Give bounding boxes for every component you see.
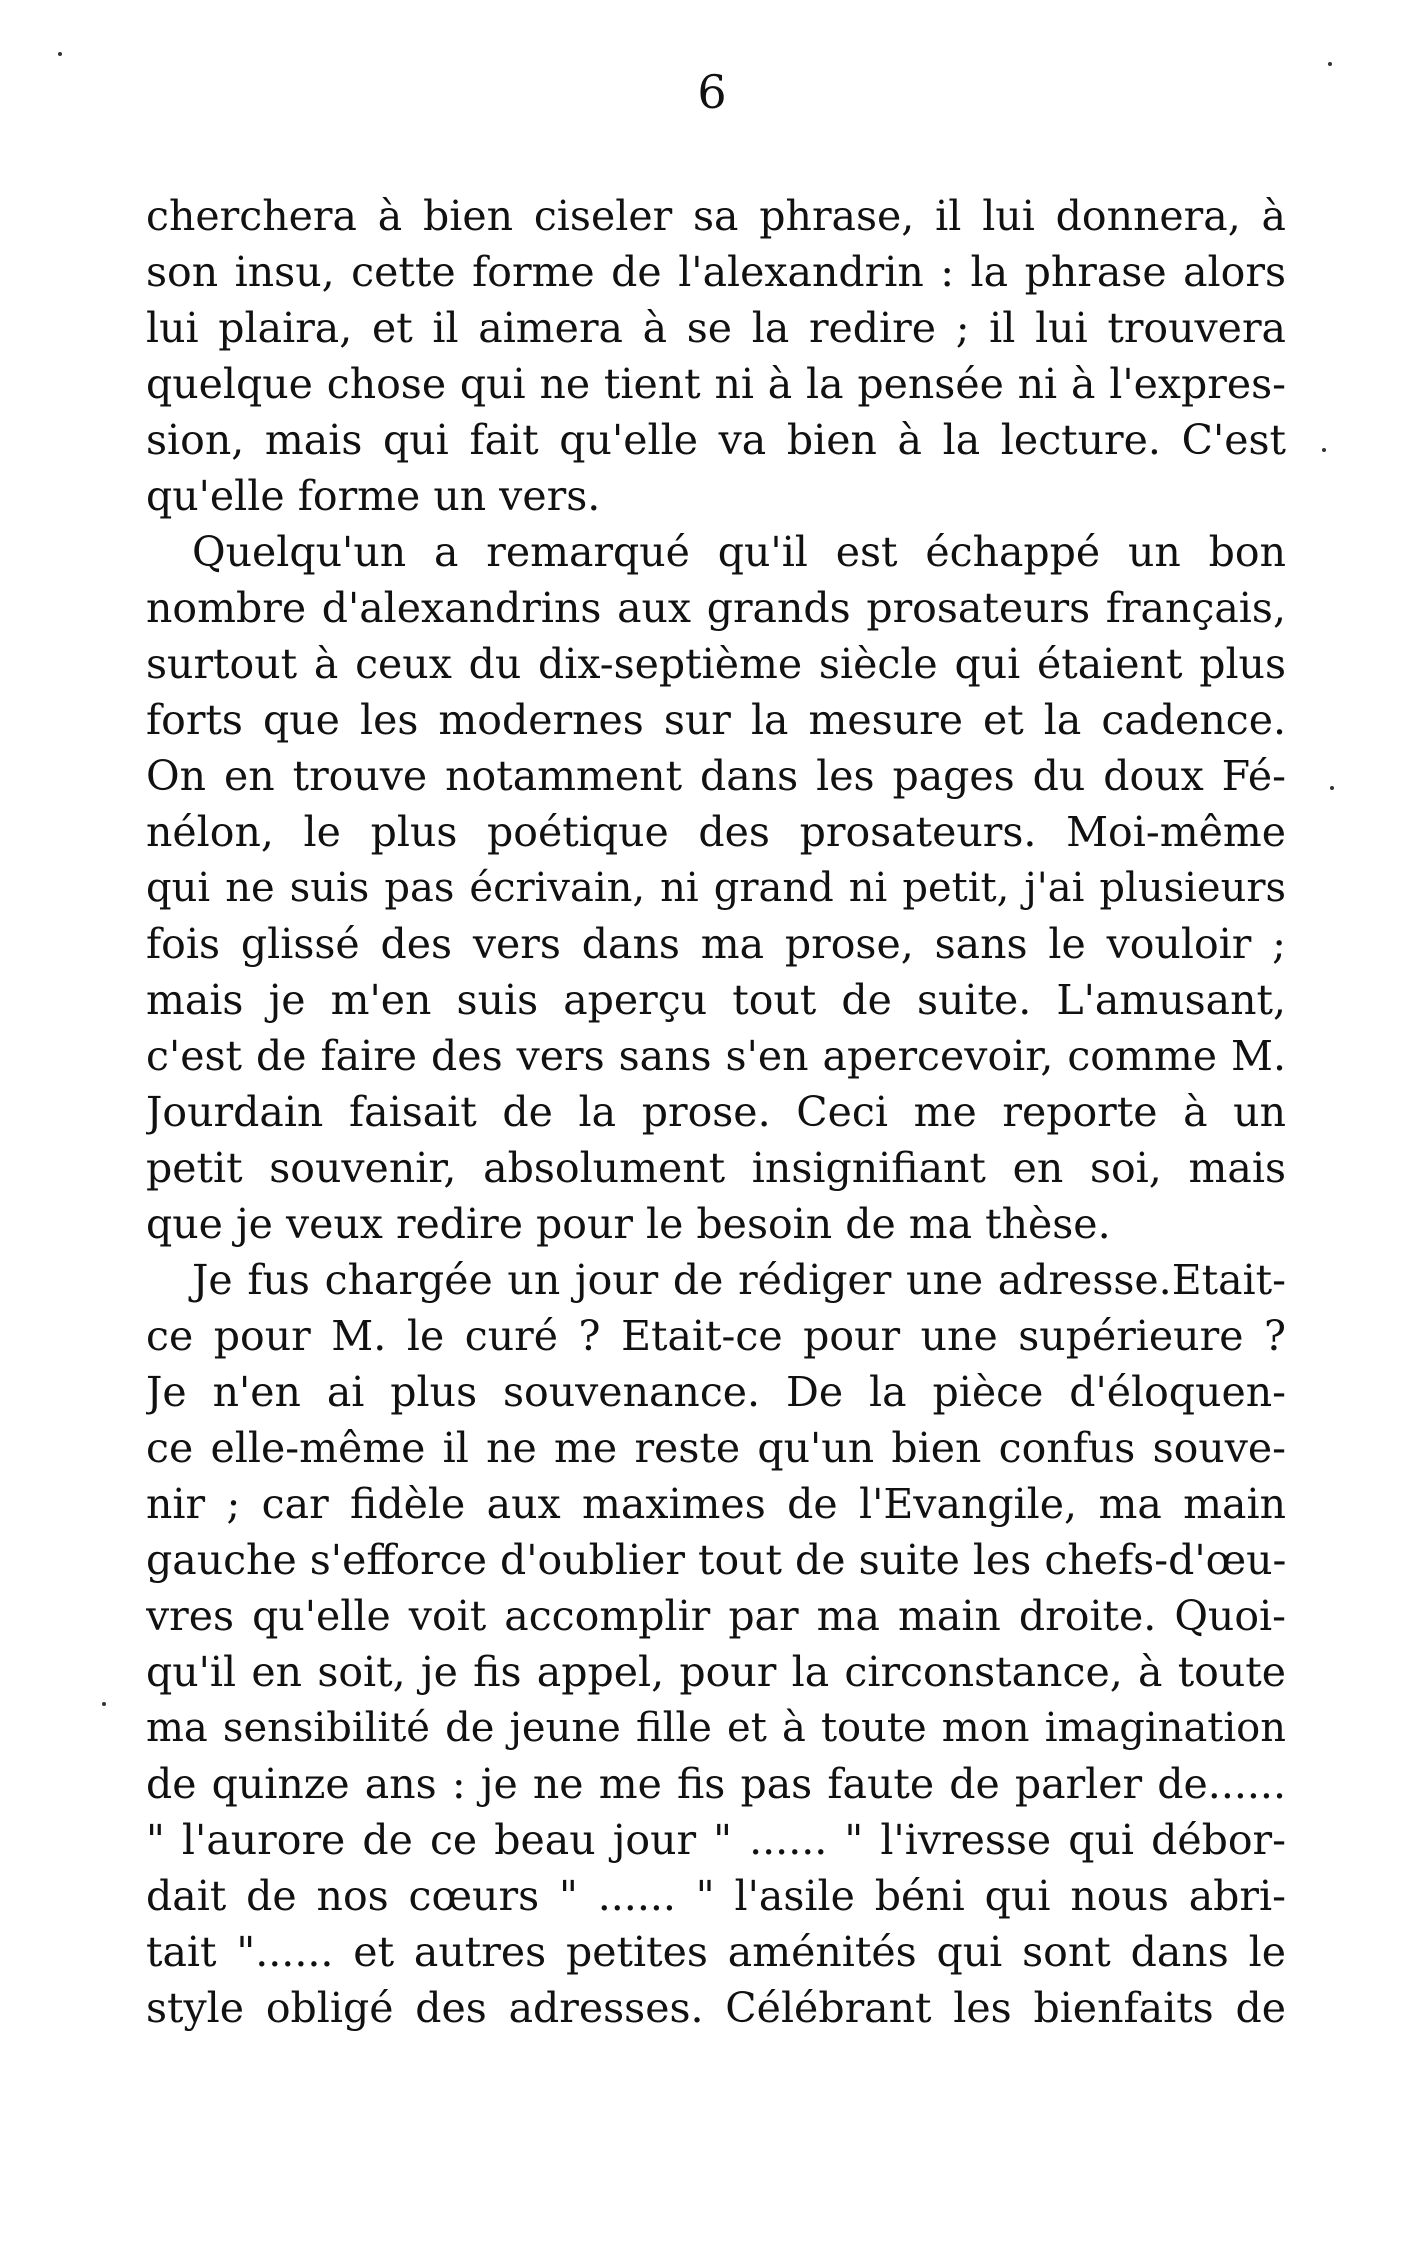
text-line: style obligé des adresses. Célébrant les bienfaits de bbox=[146, 1984, 1286, 2032]
text-line: Je fus chargée un jour de rédiger une adresse.Etait- bbox=[192, 1256, 1286, 1304]
text-line: qu'il en soit, je fis appel, pour la circonstance, à toute bbox=[146, 1648, 1286, 1696]
text-line: sion, mais qui fait qu'elle va bien à la lecture. C'est bbox=[146, 416, 1286, 464]
paragraph bbox=[146, 188, 1286, 524]
page-number: 6 bbox=[697, 65, 727, 119]
text-line: Je n'en ai plus souvenance. De la pièce d'éloquen- bbox=[146, 1368, 1286, 1416]
text-line: que je veux redire pour le besoin de ma thèse. bbox=[146, 1200, 1111, 1248]
text-line: dait de nos cœurs " ...... " l'asile béni qui nous abri- bbox=[146, 1872, 1286, 1920]
text-line: nir ; car fidèle aux maximes de l'Evangile, ma main bbox=[146, 1480, 1286, 1528]
text-line: de quinze ans : je ne me fis pas faute de parler de...... bbox=[146, 1760, 1286, 1808]
text-line: qu'elle forme un vers. bbox=[146, 472, 601, 520]
paragraph bbox=[146, 524, 1286, 1252]
text-line: forts que les modernes sur la mesure et la cadence. bbox=[146, 696, 1286, 744]
text-line: ce elle-même il ne me reste qu'un bien confus souve- bbox=[146, 1424, 1286, 1472]
print-speck bbox=[58, 52, 62, 56]
text-line: On en trouve notamment dans les pages du doux Fé- bbox=[146, 752, 1286, 800]
text-line: ma sensibilité de jeune fille et à toute mon imagination bbox=[146, 1705, 1286, 1751]
text-line: Quelqu'un a remarqué qu'il est échappé un bon bbox=[192, 528, 1286, 576]
text-line: lui plaira, et il aimera à se la redire ; il lui trouvera bbox=[146, 304, 1286, 352]
text-line: cherchera à bien ciseler sa phrase, il lui donnera, à bbox=[146, 192, 1286, 240]
print-speck bbox=[102, 1702, 106, 1706]
body-text bbox=[146, 188, 1286, 2036]
text-line: mais je m'en suis aperçu tout de suite. L'amusant, bbox=[146, 976, 1286, 1024]
print-speck bbox=[1322, 448, 1326, 452]
text-line: quelque chose qui ne tient ni à la pensée ni à l'expres- bbox=[146, 360, 1286, 408]
print-speck bbox=[1328, 62, 1332, 66]
text-line: " l'aurore de ce beau jour " ...... " l'ivresse qui débor- bbox=[146, 1816, 1286, 1864]
text-line: tait "...... et autres petites aménités qui sont dans le bbox=[146, 1928, 1286, 1976]
paragraph bbox=[146, 1252, 1286, 2036]
text-line: fois glissé des vers dans ma prose, sans le vouloir ; bbox=[146, 920, 1286, 968]
print-speck bbox=[1330, 786, 1334, 790]
text-line: surtout à ceux du dix-septième siècle qui étaient plus bbox=[146, 640, 1286, 688]
text-line: ce pour M. le curé ? Etait-ce pour une supérieure ? bbox=[146, 1312, 1286, 1360]
text-line: son insu, cette forme de l'alexandrin : la phrase alors bbox=[146, 248, 1286, 296]
text-line: Jourdain faisait de la prose. Ceci me reporte à un bbox=[146, 1088, 1286, 1136]
text-line: c'est de faire des vers sans s'en apercevoir, comme M. bbox=[146, 1032, 1286, 1080]
text-line: nélon, le plus poétique des prosateurs. Moi-même bbox=[146, 808, 1286, 856]
text-line: vres qu'elle voit accomplir par ma main droite. Quoi- bbox=[146, 1592, 1286, 1640]
text-line: nombre d'alexandrins aux grands prosateurs français, bbox=[146, 584, 1286, 632]
text-line: gauche s'efforce d'oublier tout de suite les chefs-d'œu- bbox=[146, 1536, 1286, 1584]
text-line: petit souvenir, absolument insignifiant en soi, mais bbox=[146, 1144, 1286, 1192]
text-line: qui ne suis pas écrivain, ni grand ni petit, j'ai plusieurs bbox=[146, 865, 1286, 911]
